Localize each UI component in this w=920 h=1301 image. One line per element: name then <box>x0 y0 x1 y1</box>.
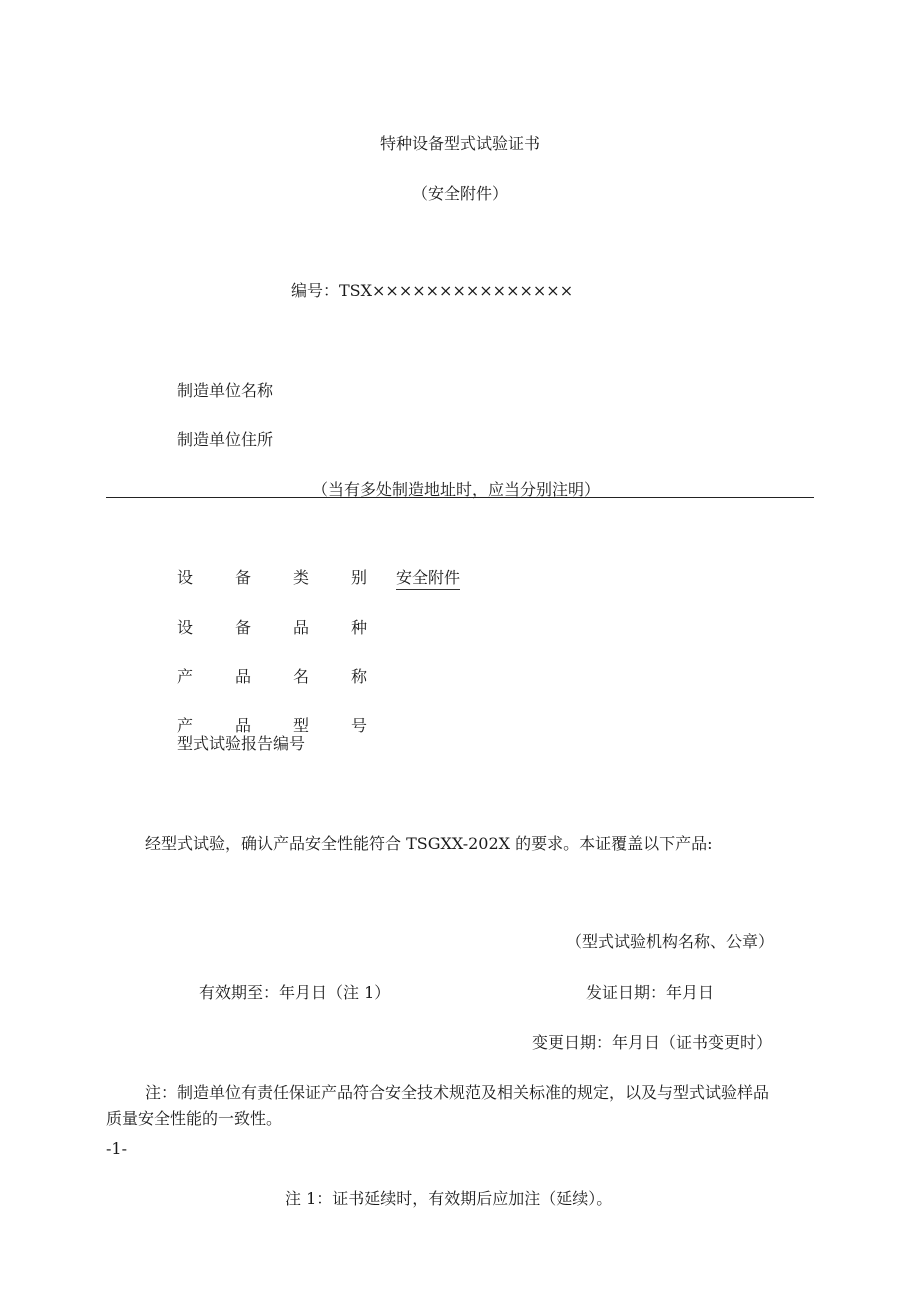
equipment-category-label <box>177 565 367 588</box>
label-char: 种 <box>350 618 367 637</box>
product-name-label <box>177 664 367 687</box>
valid-until: 有效期至：年月日（注 1） <box>199 983 391 1002</box>
institution-seal-label: （型式试验机构名称、公章） <box>566 932 775 951</box>
manufacturer-address-label: 制造单位住所 <box>177 430 274 449</box>
address-note: （当有多处制造地址时，应当分别注明） <box>312 480 601 499</box>
label-char: 型 <box>292 716 309 735</box>
divider-line <box>106 497 814 498</box>
issue-date: 发证日期：年月日 <box>586 983 715 1002</box>
certificate-subtitle: （安全附件） <box>411 184 508 203</box>
equipment-variety-label <box>177 615 367 638</box>
certificate-title: 特种设备型式试验证书 <box>379 134 540 153</box>
label-char: 类 <box>292 568 309 587</box>
label-char: 产 <box>177 716 194 735</box>
label-char: 设 <box>177 568 194 587</box>
page-number: -1- <box>106 1139 127 1158</box>
change-date: 变更日期：年月日（证书变更时） <box>532 1033 773 1052</box>
manufacturer-name-label: 制造单位名称 <box>177 381 274 400</box>
equipment-category-value: 安全附件 <box>396 565 460 590</box>
label-char: 产 <box>177 667 194 686</box>
label-char: 别 <box>350 568 367 587</box>
responsibility-note-line1: 注：制造单位有责任保证产品符合安全技术规范及相关标准的规定，以及与型式试验样品 <box>145 1083 770 1102</box>
certificate-number: 编号：TSX××××××××××××××× <box>291 281 574 300</box>
footnote: 注 1：证书延续时，有效期后应加注（延续）。 <box>285 1189 613 1208</box>
label-char: 名 <box>292 667 309 686</box>
label-char: 备 <box>234 618 251 637</box>
label-char: 品 <box>234 667 251 686</box>
test-report-number-label: 型式试验报告编号 <box>177 734 306 753</box>
label-char: 备 <box>234 568 251 587</box>
conformity-statement: 经型式试验，确认产品安全性能符合 TSGXX-202X 的要求。本证覆盖以下产品: <box>145 834 713 853</box>
label-char: 品 <box>234 716 251 735</box>
label-char: 设 <box>177 618 194 637</box>
responsibility-note-line2: 质量安全性能的一致性。 <box>106 1109 283 1128</box>
label-char: 号 <box>350 716 367 735</box>
label-char: 称 <box>350 667 367 686</box>
label-char: 品 <box>292 618 309 637</box>
